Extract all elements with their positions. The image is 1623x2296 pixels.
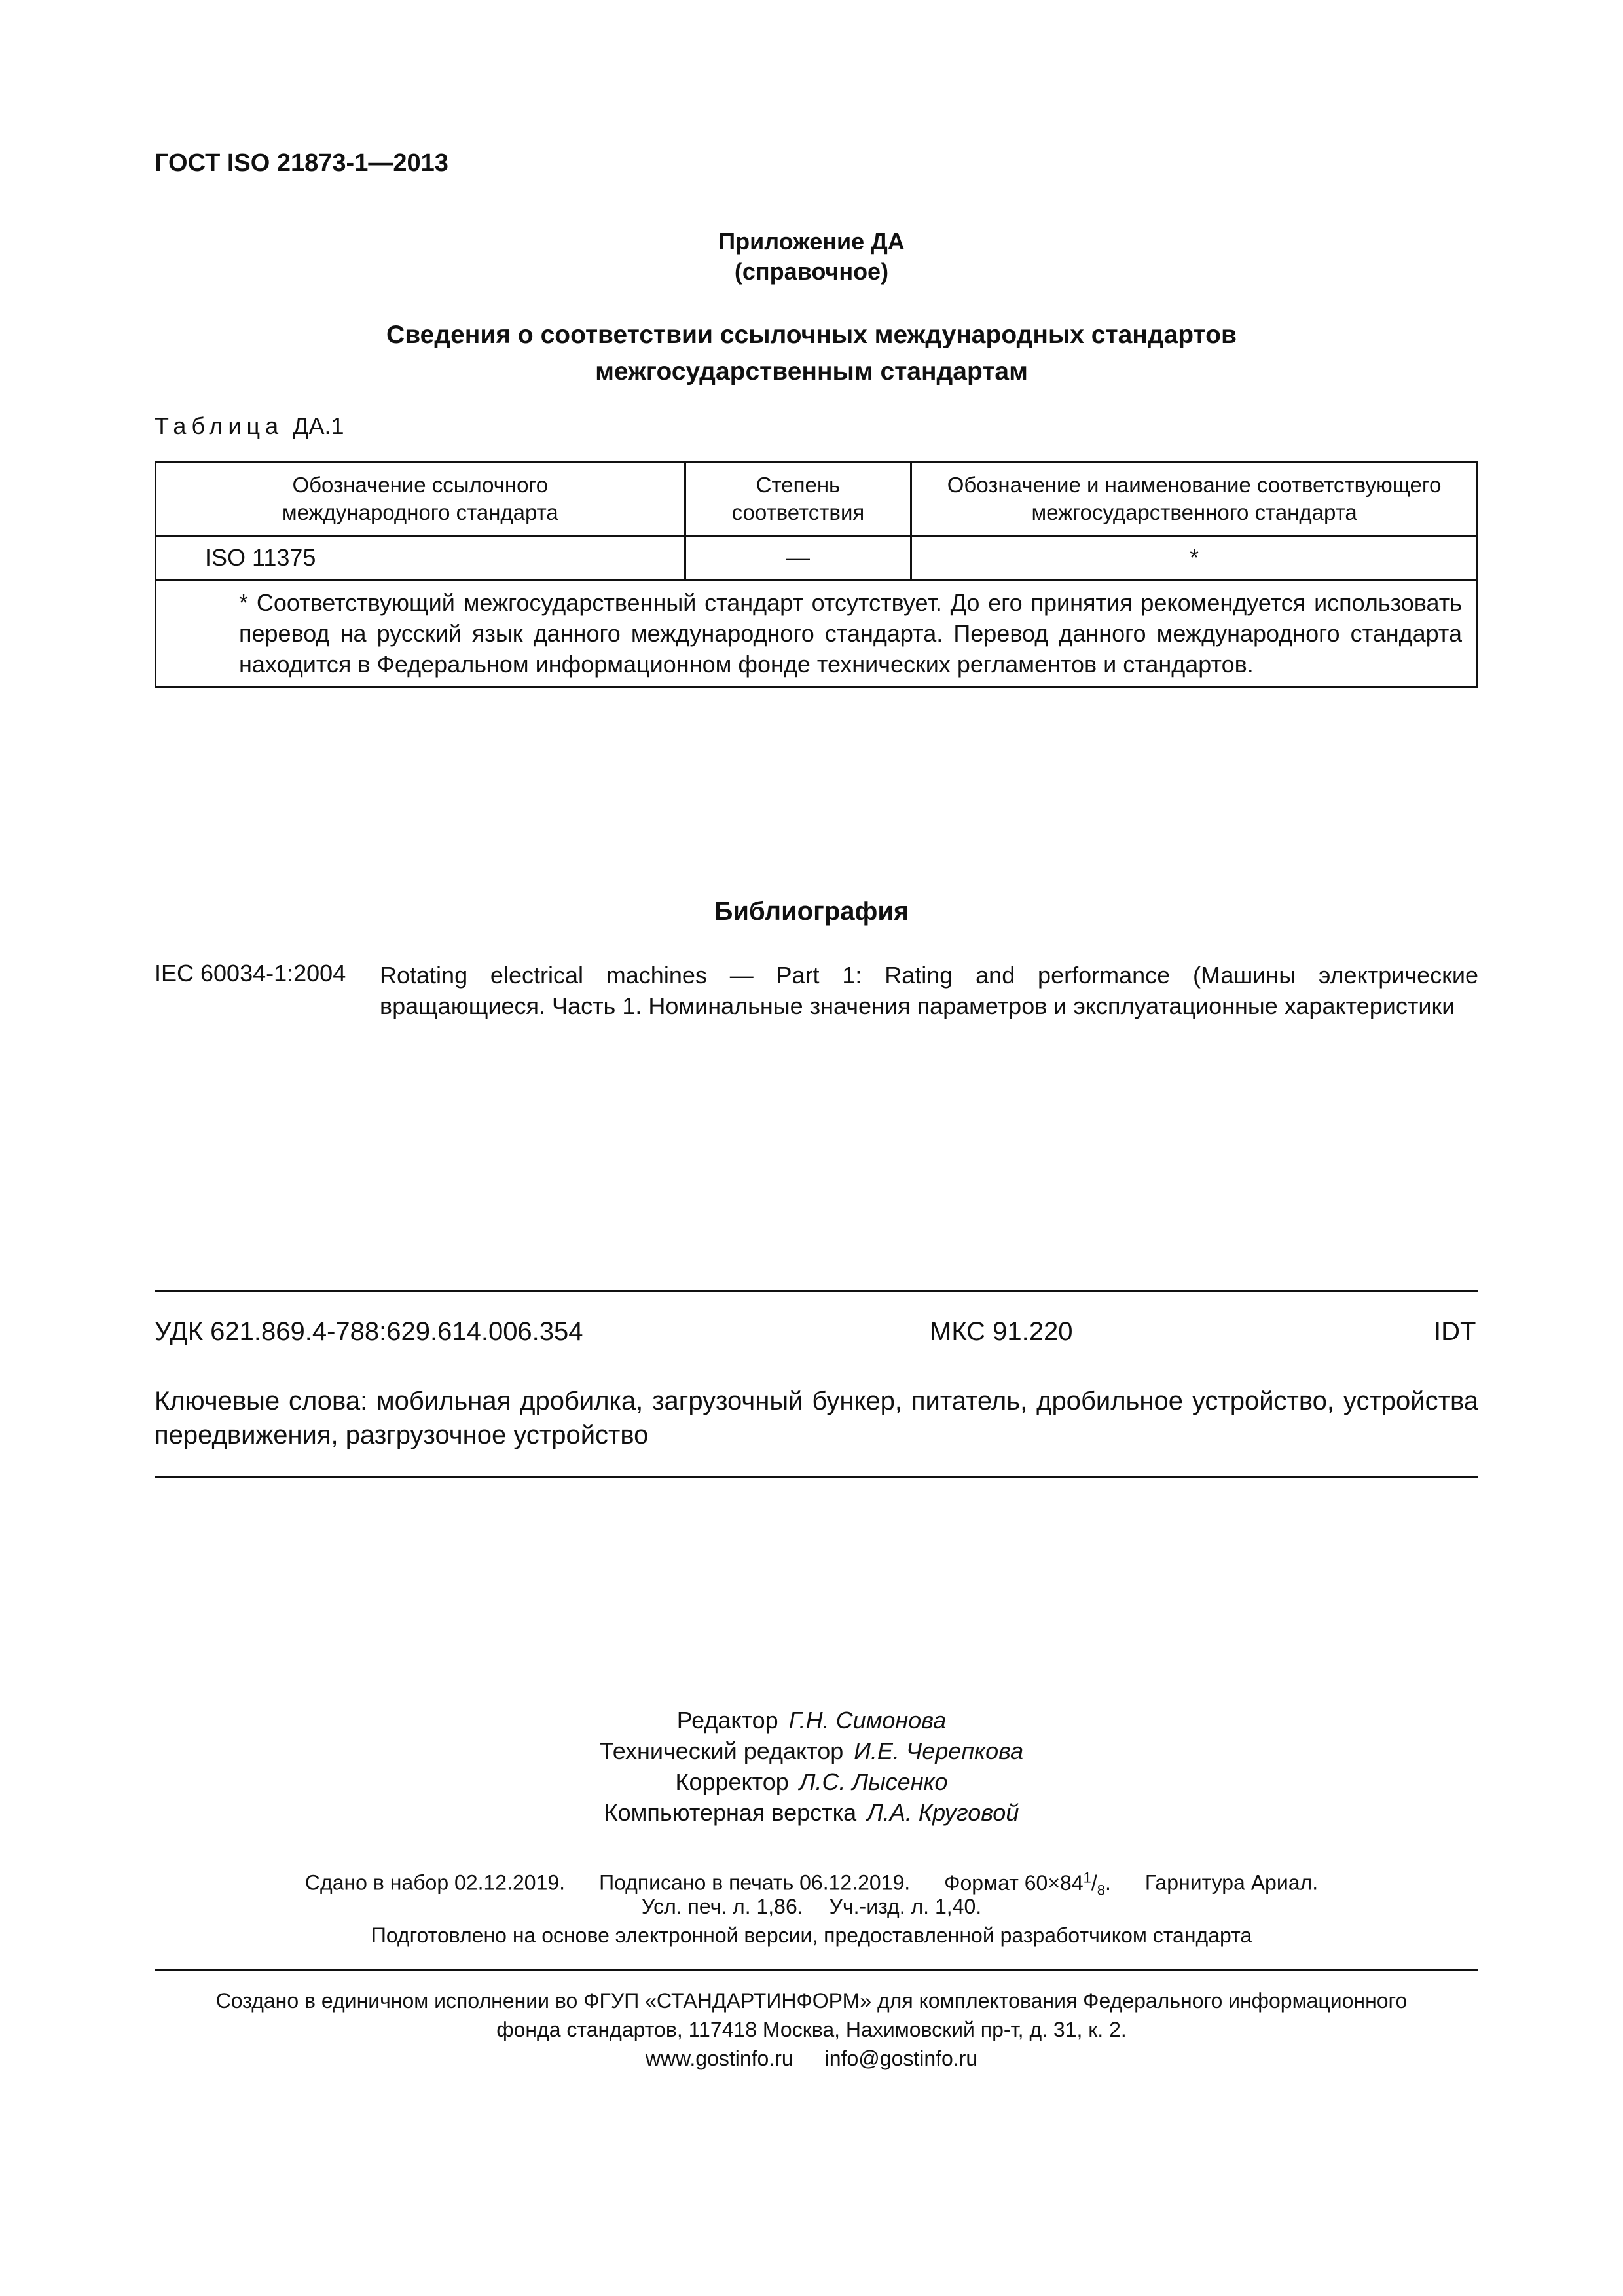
- table-caption-word: Таблица: [155, 412, 284, 439]
- header-degree: [685, 462, 911, 536]
- table-caption: [155, 412, 344, 440]
- staff-technical-editor: [0, 1736, 1623, 1766]
- cell-ref-standard: ISO 11375: [156, 536, 685, 580]
- footer-email-link[interactable]: info@gostinfo.ru: [824, 2047, 978, 2070]
- footer-line1: Создано в единичном исполнении во ФГУП «СТАНДАРТИНФОРМ» для комплектования Федерального информационного: [215, 1989, 1408, 2013]
- staff-name: И.Е. Черепкова: [854, 1738, 1024, 1764]
- footer-contacts: [0, 2044, 1623, 2073]
- bibliography-item-code: IEC 60034-1:2004: [155, 960, 346, 987]
- table-header-row: [156, 462, 1478, 536]
- divider-bottom: [155, 1969, 1478, 1971]
- staff-layout: [0, 1797, 1623, 1828]
- imprint-submitted: Сдано в набор 02.12.2019.: [304, 1870, 566, 1895]
- header-degree-line1: Степень: [756, 473, 841, 497]
- table-row: [156, 536, 1478, 580]
- staff-proofreader: [0, 1766, 1623, 1797]
- table-note: [156, 580, 1478, 687]
- document-code: ГОСТ ISO 21873-1—2013: [155, 149, 448, 177]
- table-note-text: * Соответствующий межгосударственный стандарт отсутствует. До его принятия рекомендуется использовать перевод на русский язык данного международного стандарта. Перевод данного международного стандарта находится в Федеральном информационном фонде технических регламентов и стандартов.: [239, 589, 1462, 678]
- degree-code: IDT: [1434, 1317, 1476, 1346]
- reference-table: [155, 461, 1478, 688]
- bibliography-item-text: Rotating electrical machines — Part 1: Rating and performance (Машины электрические вращающиеся. Часть 1. Номинальные значения параметров и эксплуатационные характеристики: [380, 962, 1478, 1019]
- annex-heading-line1: Сведения о соответствии ссылочных международных стандартов: [386, 321, 1237, 349]
- udk-code: УДК 621.869.4-788:629.614.006.354: [155, 1317, 583, 1346]
- header-ref-line2: международного стандарта: [282, 500, 558, 524]
- imprint-signed: Подписано в печать 06.12.2019.: [599, 1870, 911, 1895]
- staff-role: Технический редактор: [599, 1738, 844, 1764]
- footer-line2: фонда стандартов, 117418 Москва, Нахимовский пр-т, д. 31, к. 2.: [496, 2018, 1127, 2041]
- staff-role: Редактор: [676, 1707, 778, 1734]
- header-ref-standard: [156, 462, 685, 536]
- annex-heading-line2: межгосударственным стандартам: [595, 357, 1028, 386]
- staff-name: Л.А. Круговой: [867, 1799, 1019, 1826]
- imprint-print-sheets: Усл. печ. л. 1,86.: [641, 1895, 803, 1918]
- header-national-line1: Обозначение и наименование соответствующего: [947, 473, 1442, 497]
- header-degree-line2: соответствия: [731, 500, 865, 524]
- staff-role: Компьютерная верстка: [604, 1799, 857, 1826]
- staff-name: Г.Н. Симонова: [788, 1707, 947, 1734]
- keywords: Ключевые слова: мобильная дробилка, загрузочный бункер, питатель, дробильное устройство, устройства передвижения, разгрузочное устройство: [155, 1387, 1478, 1449]
- footer-website-link[interactable]: www.gostinfo.ru: [645, 2047, 793, 2070]
- imprint-format: Формат $60\times 84^1/_8$.: [944, 1869, 1111, 1899]
- header-national-line2: межгосударственного стандарта: [1031, 500, 1357, 524]
- imprint-pub-sheets: Уч.-изд. л. 1,40.: [829, 1895, 982, 1918]
- annex-heading: [0, 317, 1623, 390]
- table-note-row: [156, 580, 1478, 687]
- divider-top: [155, 1290, 1478, 1292]
- header-national-standard: [911, 462, 1478, 536]
- table-caption-number: ДА.1: [293, 412, 344, 439]
- divider-middle: [155, 1476, 1478, 1478]
- annex-status: (справочное): [734, 258, 889, 285]
- header-ref-line1: Обозначение ссылочного: [292, 473, 549, 497]
- imprint-font: Гарнитура Ариал.: [1144, 1870, 1319, 1895]
- imprint-prepared: Подготовлено на основе электронной версии, предоставленной разработчиком стандарта: [371, 1923, 1252, 1947]
- staff-name: Л.С. Лысенко: [799, 1768, 948, 1795]
- cell-degree: —: [685, 536, 911, 580]
- cell-national-standard: *: [911, 536, 1478, 580]
- annex-title: Приложение ДА: [718, 228, 905, 255]
- staff-editor: [0, 1705, 1623, 1736]
- bibliography-heading: Библиография: [714, 897, 909, 926]
- mks-code: МКС 91.220: [930, 1317, 1073, 1346]
- staff-role: Корректор: [675, 1768, 789, 1795]
- imprint-line2: [0, 1892, 1623, 1921]
